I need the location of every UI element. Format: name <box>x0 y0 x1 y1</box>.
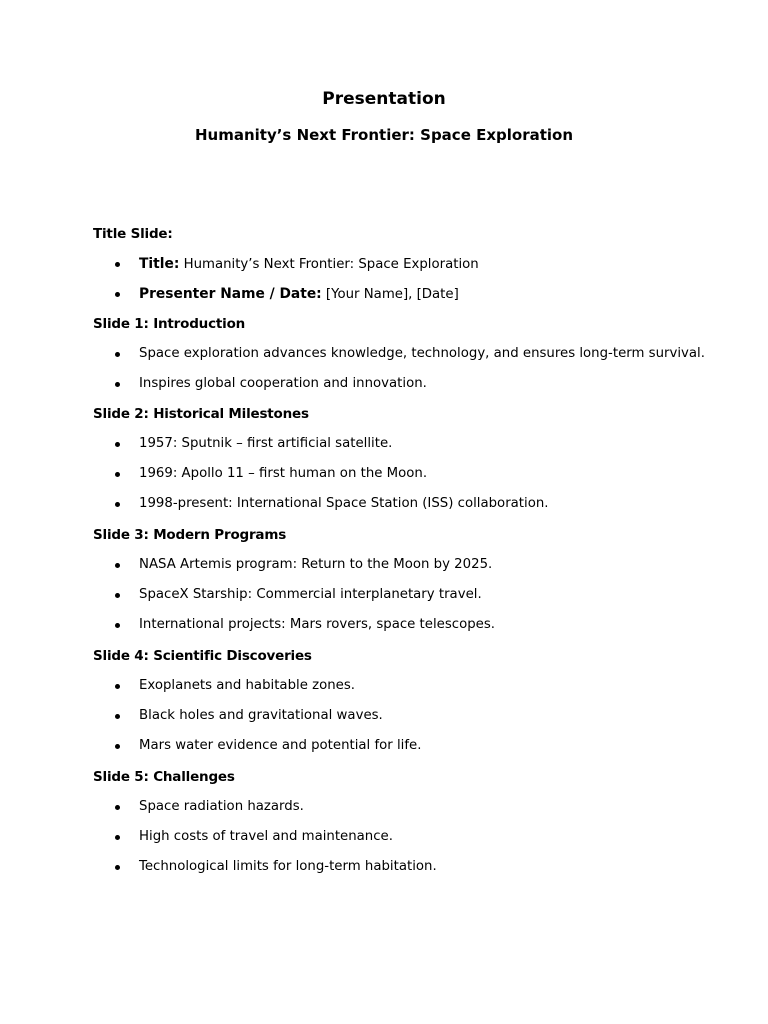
item-text: 1998-present: International Space Station (ISS) collaboration. <box>139 496 549 511</box>
list-item <box>93 435 733 453</box>
section-title-slide <box>93 225 733 303</box>
item-lead: Presenter Name / Date: <box>139 286 322 302</box>
bullet-list <box>93 345 733 393</box>
list-item <box>93 858 733 876</box>
item-text: 1969: Apollo 11 – first human on the Moon. <box>139 466 428 481</box>
item-text: SpaceX Starship: Commercial interplanetary travel. <box>139 587 482 602</box>
bullet-icon <box>115 382 120 387</box>
section-slide-4 <box>93 647 733 755</box>
section-slide-5 <box>93 768 733 876</box>
list-item <box>93 707 733 725</box>
section-heading: Title Slide: <box>93 226 173 242</box>
list-item <box>93 828 733 846</box>
section-slide-2 <box>93 405 733 513</box>
bullet-icon <box>115 593 120 598</box>
list-item <box>93 495 733 513</box>
item-text: Black holes and gravitational waves. <box>139 708 383 723</box>
list-item <box>93 345 733 363</box>
list-item <box>93 798 733 816</box>
item-text: [Your Name], [Date] <box>321 287 459 302</box>
list-item <box>93 616 733 634</box>
bullet-icon <box>115 623 120 628</box>
section-slide-1 <box>93 315 733 393</box>
item-text: Exoplanets and habitable zones. <box>139 678 355 693</box>
document-subtitle: Humanity’s Next Frontier: Space Exploration <box>194 126 574 144</box>
item-text: Space radiation hazards. <box>139 799 304 814</box>
bullet-list <box>93 798 733 876</box>
section-heading: Slide 2: Historical Milestones <box>93 406 309 422</box>
list-item <box>93 255 733 273</box>
bullet-list <box>93 435 733 513</box>
list-item <box>93 375 733 393</box>
list-item <box>93 586 733 604</box>
bullet-icon <box>115 292 120 297</box>
item-text: Technological limits for long-term habitation. <box>139 859 437 874</box>
item-text: Mars water evidence and potential for life. <box>139 738 422 753</box>
list-item <box>93 737 733 755</box>
bullet-icon <box>115 262 120 267</box>
bullet-icon <box>115 352 120 357</box>
section-heading: Slide 1: Introduction <box>93 316 246 332</box>
section-slide-3 <box>93 526 733 634</box>
bullet-icon <box>115 805 120 810</box>
section-heading: Slide 3: Modern Programs <box>93 527 287 543</box>
bullet-icon <box>115 684 120 689</box>
item-text: International projects: Mars rovers, space telescopes. <box>139 617 495 632</box>
bullet-list <box>93 255 733 303</box>
bullet-list <box>93 556 733 634</box>
list-item <box>93 556 733 574</box>
bullet-icon <box>115 714 120 719</box>
document-title: Presentation <box>322 89 446 109</box>
item-text: NASA Artemis program: Return to the Moon by 2025. <box>139 557 493 572</box>
bullet-icon <box>115 835 120 840</box>
item-text: High costs of travel and maintenance. <box>139 829 393 844</box>
bullet-list <box>93 677 733 755</box>
bullet-icon <box>115 865 120 870</box>
item-text: Humanity’s Next Frontier: Space Exploration <box>179 257 479 272</box>
section-heading: Slide 4: Scientific Discoveries <box>93 648 312 664</box>
item-text: Inspires global cooperation and innovation. <box>139 376 427 391</box>
bullet-icon <box>115 744 120 749</box>
item-lead: Title: <box>139 256 180 272</box>
bullet-icon <box>115 442 120 447</box>
list-item <box>93 677 733 695</box>
list-item <box>93 465 733 483</box>
item-text: 1957: Sputnik – first artificial satellite. <box>139 436 393 451</box>
bullet-icon <box>115 502 120 507</box>
bullet-icon <box>115 563 120 568</box>
section-heading: Slide 5: Challenges <box>93 769 235 785</box>
item-text: Space exploration advances knowledge, technology, and ensures long-term survival. <box>139 346 705 361</box>
list-item <box>93 285 733 303</box>
bullet-icon <box>115 472 120 477</box>
